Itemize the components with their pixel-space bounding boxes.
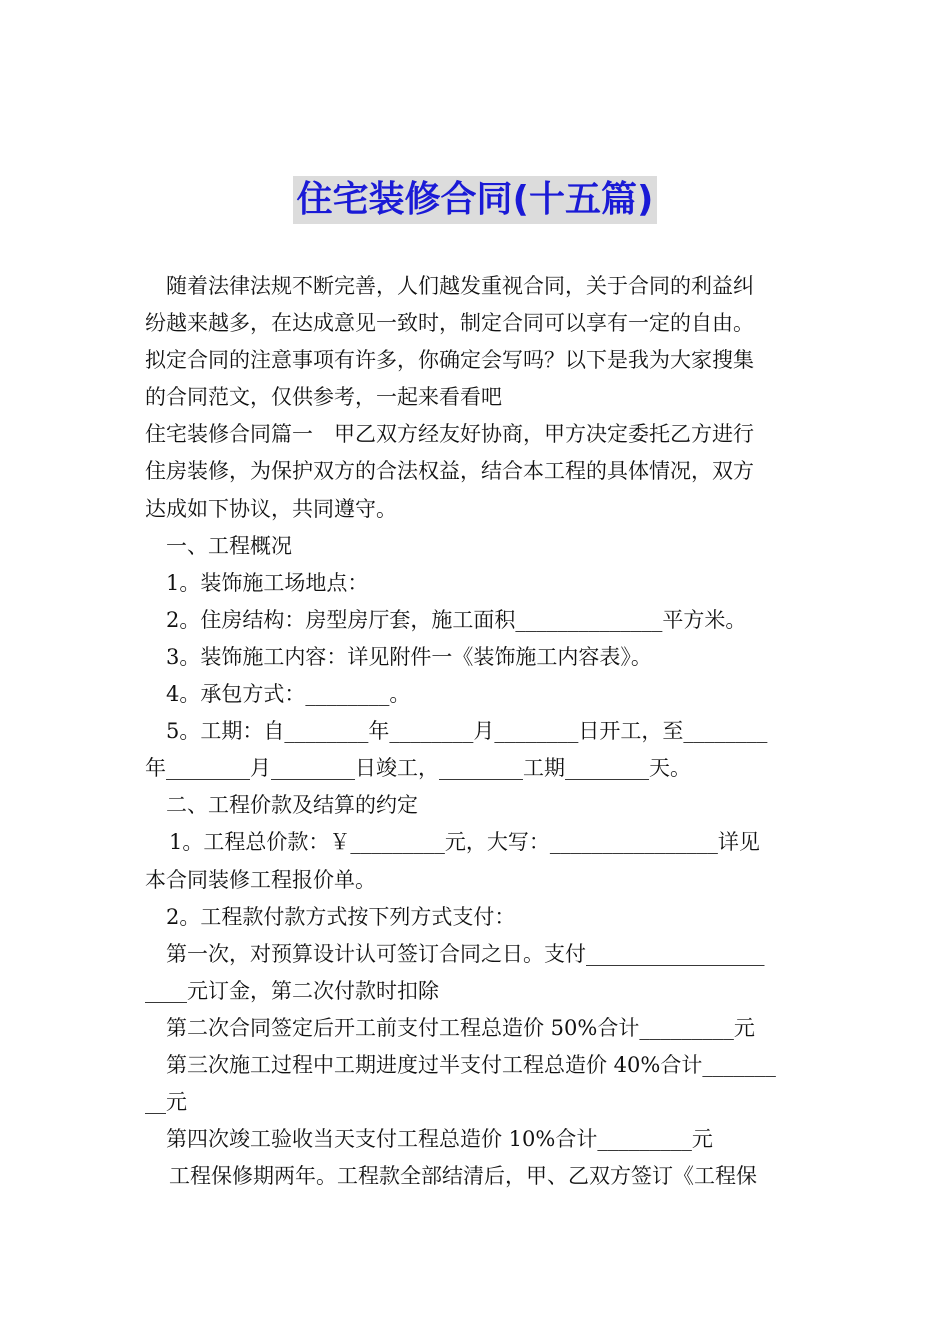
- text-line: ____元订金，第二次付款时扣除: [145, 978, 439, 1003]
- text-line: 5。工期：自________年________月________日开工，至________: [166, 719, 768, 744]
- document-title: 住宅装修合同(十五篇): [293, 176, 658, 224]
- text-line: 住宅装修合同篇一 甲乙双方经友好协商，甲方决定委托乙方进行: [145, 422, 754, 447]
- text-line: 工程保修期两年。工程款全部结清后，甲、乙双方签订《工程保: [169, 1164, 757, 1189]
- text-line: 第二次合同签定后开工前支付工程总造价 50%合计_________元: [166, 1015, 755, 1040]
- document-body: [145, 268, 807, 1195]
- text-line: 第一次，对预算设计认可签订合同之日。支付_________________: [166, 941, 765, 966]
- text-line: 2。住房结构：房型房厅套，施工面积______________平方米。: [166, 607, 747, 632]
- text-line: 1。装饰施工场地点：: [166, 570, 369, 595]
- text-line: 4。承包方式：________。: [166, 682, 411, 707]
- text-line: 随着法律法规不断完善，人们越发重视合同，关于合同的利益纠: [166, 274, 754, 298]
- text-line: 纷越来越多，在达成意见一致时，制定合同可以享有一定的自由。: [145, 311, 754, 336]
- text-line: 2。工程款付款方式按下列方式支付：: [166, 904, 516, 929]
- text-line: 本合同装修工程报价单。: [145, 867, 376, 892]
- text-line: 拟定合同的注意事项有许多，你确定会写吗？以下是我为大家搜集: [145, 348, 754, 373]
- text-line: 3。装饰施工内容：详见附件一《装饰施工内容表》。: [166, 644, 652, 669]
- text-line: 第三次施工过程中工期进度过半支付工程总造价 40%合计_______: [166, 1052, 776, 1077]
- text-line: 达成如下协议，共同遵守。: [145, 496, 397, 521]
- text-line: 住房装修，为保护双方的合法权益，结合本工程的具体情况，双方: [145, 459, 754, 484]
- text-line: 1。工程总价款：￥_________元，大写：________________详见: [169, 830, 760, 855]
- text-line: __元: [145, 1090, 187, 1115]
- text-line: 第四次竣工验收当天支付工程总造价 10%合计_________元: [166, 1127, 713, 1152]
- title-block: [0, 176, 950, 224]
- text-line: 二、工程价款及结算的约定: [166, 793, 418, 818]
- text-line: 一、工程概况: [166, 533, 292, 558]
- text-line: 年________月________日竣工，________工期________天。: [145, 756, 691, 781]
- text-line: 的合同范文，仅供参考，一起来看看吧: [145, 385, 502, 410]
